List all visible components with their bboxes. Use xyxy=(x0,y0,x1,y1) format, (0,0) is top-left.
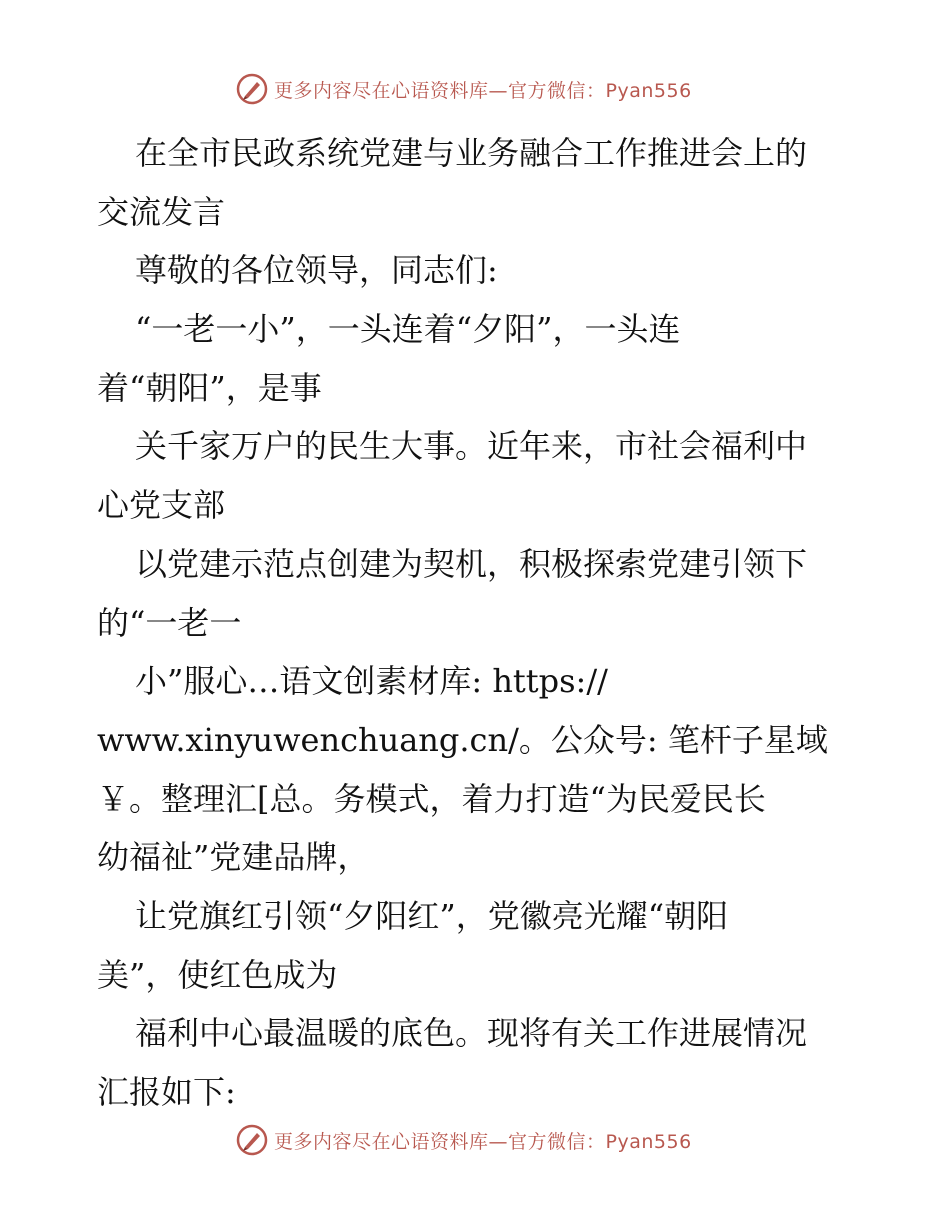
paragraph-line: 幼福祉”党建品牌， xyxy=(97,838,370,877)
paragraph-line: 着“朝阳”，是事 xyxy=(97,368,322,407)
watermark-text: 更多内容尽在心语资料库—官方微信：Pyan556 xyxy=(274,1130,692,1153)
title-line-2: 交流发言 xyxy=(97,192,226,231)
footer-watermark xyxy=(236,1123,692,1157)
pen-logo-icon xyxy=(236,73,268,105)
paragraph-line: 福利中心最温暖的底色。现将有关工作进展情况 xyxy=(135,1014,808,1053)
paragraph-line: www.xinyuwenchuang.cn/。公众号: 笔杆子星域 xyxy=(97,720,828,759)
paragraph-line: ￥。整理汇[总。务模式，着力打造“为民爱民长 xyxy=(97,779,766,818)
title-line-1: 在全市民政系统党建与业务融合工作推进会上的 xyxy=(135,134,808,172)
paragraph-line: “一老一小”，一头连着“夕阳”，一头连 xyxy=(135,310,681,349)
salutation: 尊敬的各位领导，同志们: xyxy=(135,251,498,290)
paragraph-line: 关千家万户的民生大事。近年来，市社会福利中 xyxy=(135,427,808,466)
paragraph-line: 小”服心…语文创素材库: https:// xyxy=(135,662,608,701)
watermark-text: 更多内容尽在心语资料库—官方微信：Pyan556 xyxy=(274,79,692,102)
paragraph-line: 让党旗红引领“夕阳红”，党徽亮光耀“朝阳 xyxy=(135,896,729,935)
paragraph-line: 美”，使红色成为 xyxy=(97,955,338,994)
header-watermark xyxy=(236,72,692,106)
paragraph-line: 汇报如下: xyxy=(97,1073,236,1111)
paragraph-line: 以党建示范点创建为契机，积极探索党建引领下 xyxy=(135,544,808,583)
pen-logo-icon xyxy=(236,1124,268,1156)
paragraph-line: 的“一老一 xyxy=(97,603,242,642)
document-body xyxy=(97,124,867,1122)
paragraph-line: 心党支部 xyxy=(97,486,226,525)
